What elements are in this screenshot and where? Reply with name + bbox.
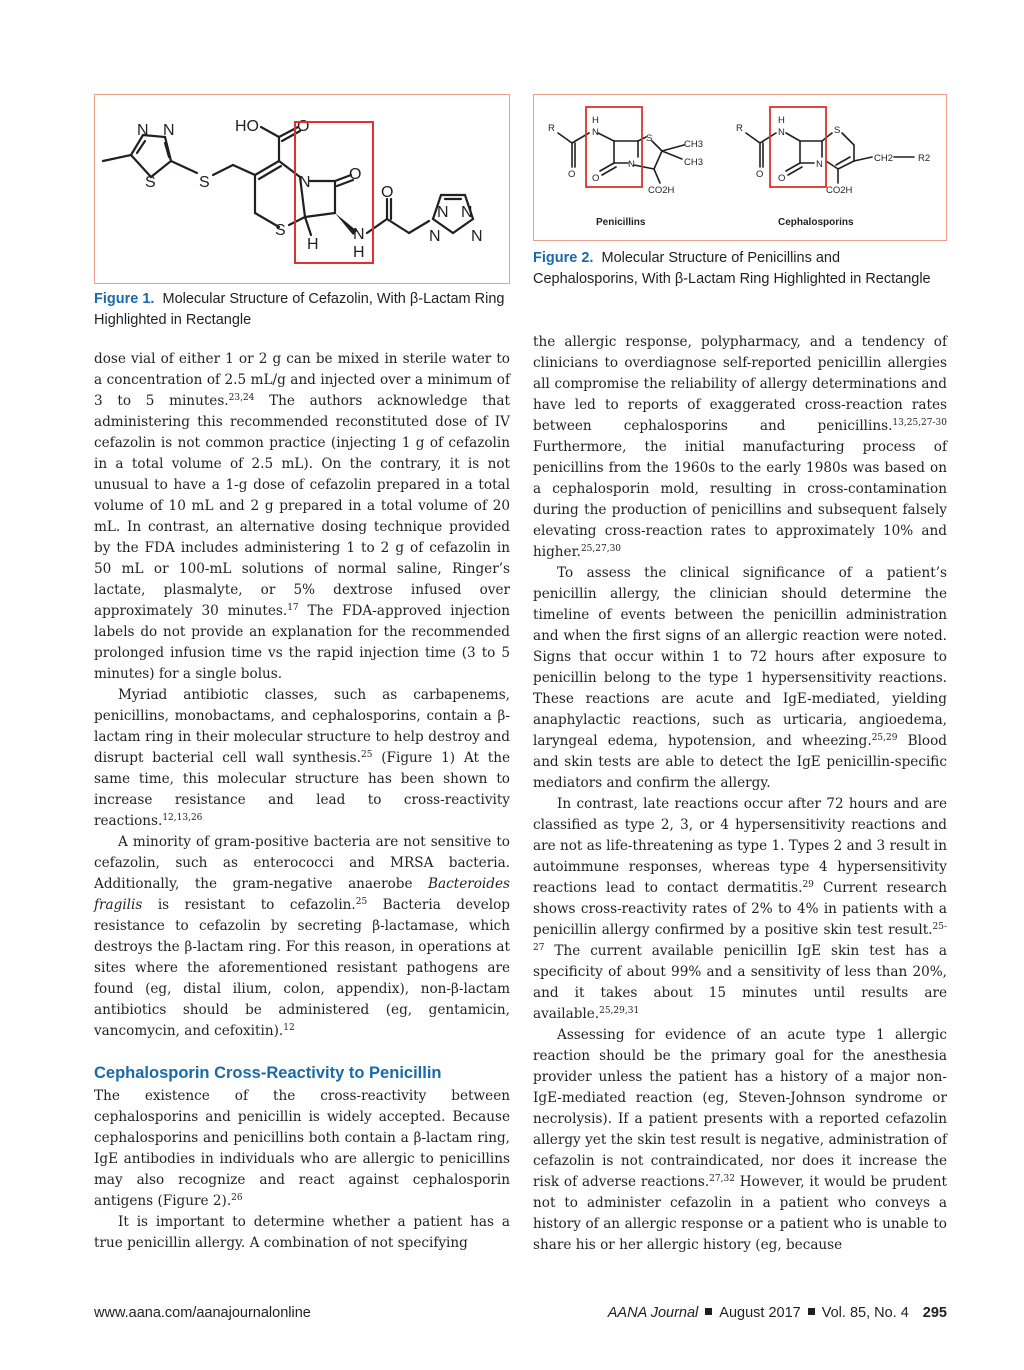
fig2-pen-n2: N xyxy=(628,159,635,170)
fig1-atom-o2: O xyxy=(349,166,362,183)
fig2-ceph-r2: R2 xyxy=(918,153,931,164)
fig2-pen-ch3a: CH3 xyxy=(684,139,704,150)
fig2-ceph-o2: O xyxy=(778,173,786,184)
figure-2-box xyxy=(533,94,947,241)
fig2-ceph-h: H xyxy=(778,115,785,126)
fig2-ceph-n2: N xyxy=(816,159,823,170)
page-number: 295 xyxy=(922,1305,947,1321)
right-column xyxy=(533,332,947,1256)
figure-1-box xyxy=(94,94,510,284)
fig2-pen-ch3b: CH3 xyxy=(684,157,704,168)
footer-url[interactable]: www.aana.com/aanajournalonline xyxy=(94,1305,311,1321)
footer-separator xyxy=(705,1308,712,1315)
fig1-atom-n6: N xyxy=(461,204,473,221)
fig1-atom-s1: S xyxy=(145,174,156,191)
fig1-atom-h: H xyxy=(307,236,319,253)
fig1-atom-n4: N xyxy=(429,228,441,245)
penicillin-cephalosporin-structures xyxy=(534,95,946,240)
fig1-atom-n7: N xyxy=(471,228,483,245)
left-paragraph-5: It is important to determine whether a patient has a true penicillin allergy. A combination of not specifying xyxy=(94,1214,510,1251)
cefazolin-structure xyxy=(95,95,509,283)
figure-1-caption xyxy=(94,289,510,331)
left-paragraph-3: A minority of gram-positive bacteria are not sensitive to cefazolin, such as enterococci and MRSA bacteria. Additionally, the gram-negative anaerobe Bacteroides fragilis is resistant to cefazolin.$^{25}$ Bacteria develop resistance to cefazolin by secreting β-lactamase, which destroys the β-lactam ring. For this reason, in operations at sites where the aforementioned resistant pathogens are found (eg, distal ilium, colon, appendix), non-β-lactam antibiotics should be administered (eg, gentamicin, vancomycin, and cefoxitin).$^{12}$ xyxy=(94,834,511,1039)
fig1-atom-n5: N xyxy=(437,204,449,221)
fig1-atom-n3: N xyxy=(299,174,311,191)
figure-1-label: Figure 1. xyxy=(94,291,155,307)
fig2-pen-o2: O xyxy=(592,173,600,184)
figure-2-caption-text: Molecular Structure of Penicillins and Cephalosporins, With β-Lactam Ring Highlighted in Rectangle xyxy=(533,250,931,287)
fig2-ceph-r: R xyxy=(736,123,743,134)
fig2-ceph-co2h: CO2H xyxy=(826,185,853,196)
fig1-atom-nh-n: N xyxy=(353,226,365,243)
fig2-cephalosporins-label: Cephalosporins xyxy=(778,217,854,228)
left-paragraph-4: The existence of the cross-reactivity between cephalosporins and penicillin is widely accepted. Because cephalosporins and penicillins both contain a β-lactam ring, IgE antibodies in individuals who are allergic to penicillins may also recognize and react against cephalosporin antigens (Figure 2).$^{26}$ xyxy=(94,1088,510,1209)
fig1-atom-s3: S xyxy=(275,222,286,239)
right-paragraph-4: Assessing for evidence of an acute type 1 allergic reaction should be the primary goal for the anesthesia provider unless the patient has a history of a major non-IgE-mediated reaction (eg, Steven-Johnson syndrome or necrolysis). If a patient presents with a reported cefazolin allergy yet the skin test result is negative, administration of cefazolin is not contraindicated, nor does it increase the risk of adverse reactions.$^{27,32}$ However, it would be prudent not to administer cefazolin in a patient who conveys a history of an allergic response or a patient who is unable to share his or her allergic history (eg, because xyxy=(533,1027,947,1253)
fig1-atom-s2: S xyxy=(199,174,210,191)
fig2-penicillins-label: Penicillins xyxy=(596,217,646,228)
left-paragraph-1: dose vial of either 1 or 2 g can be mixed in sterile water to a concentration of 2.5 mL/g and injected over a minimum of 3 to 5 minutes.$^{23,24}$ The authors acknowledge that administering this recommended reconstituted dose of IV cefazolin is not common practice (injecting 1 g of cefazolin in a total volume of 2.5 mL). On the contrary, it is not unusual to have a 1-g dose of cefazolin prepared in a total volume of 10 mL and 2 g prepared in a total volume of 20 mL. In contrast, an alternative dosing technique provided by the FDA includes administering 1 to 2 g of cefazolin in 50 mL or 100-mL solutions of normal saline, Ringer’s lactate, plasmalyte, or 5% dextrose infused over approximately 30 minutes.$^{17}$ The FDA-approved injection labels do not provide an explanation for the recommended prolonged infusion time vs the rapid injection time (3 to 5 minutes) for a single bolus. xyxy=(94,351,510,682)
figure-2-caption xyxy=(533,248,947,290)
fig2-pen-h: H xyxy=(592,115,599,126)
fig1-atom-ho: HO xyxy=(235,118,259,135)
fig2-ceph-ch2: CH2 xyxy=(874,153,894,164)
right-paragraph-1: the allergic response, polypharmacy, and a tendency of clinicians to overdiagnose self-reported penicillin allergies all compromise the reliability of allergy determinations and have led to reports of exaggerated cross-reaction rates between cephalosporins and penicillins.$^{13,25,27-30}$ Furthermore, the initial manufacturing process of penicillins from the 1960s to the early 1980s was based on a cephalosporin mold, resulting in cross-contamination during the production of penicillins and subsequent falsely elevating cross-reaction rates to approximately 10% and higher.$^{25,27,30}$ xyxy=(533,334,947,560)
fig1-atom-nh-h: H xyxy=(353,244,365,261)
right-paragraph-3: In contrast, late reactions occur after 72 hours and are classified as type 2, 3, or 4 hypersensitivity reactions and are not as life-threatening as type 1. Types 2 and 3 result in autoimmune responses, whereas type 4 hypersensitivity reactions lead to contact dermatitis.$^{29}$ Current research shows cross-reactivity rates of 2% to 4% in patients with a penicillin allergy confirmed by a positive skin test result.$^{25-27}$ The current available penicillin IgE skin test has a specificity of about 99% and a sensitivity of less than 20%, and it takes about 15 minutes until results are available.$^{25,29,31}$ xyxy=(533,796,947,1022)
fig1-atom-n1: N xyxy=(137,122,149,139)
figure-1-caption-text: Molecular Structure of Cefazolin, With β-Lactam Ring Highlighted in Rectangle xyxy=(94,291,505,328)
fig2-ceph-s: S xyxy=(834,125,841,136)
fig2-pen-r: R xyxy=(548,123,555,134)
footer-citation xyxy=(608,1305,947,1321)
fig2-pen-co2h: CO2H xyxy=(648,185,675,196)
fig2-ceph-n: N xyxy=(778,127,785,138)
footer-volume: Vol. 85, No. 4 xyxy=(821,1305,909,1321)
fig2-pen-o1: O xyxy=(568,169,576,180)
fig2-pen-s: S xyxy=(646,133,653,144)
fig1-atom-n2: N xyxy=(163,122,175,139)
fig1-atom-o: O xyxy=(297,118,310,135)
footer-separator xyxy=(808,1308,815,1315)
fig2-pen-n: N xyxy=(592,127,599,138)
figure-2-label: Figure 2. xyxy=(533,250,594,266)
section-heading: Cephalosporin Cross-Reactivity to Penicillin xyxy=(94,1064,442,1082)
left-column xyxy=(94,349,510,1254)
footer-journal: AANA Journal xyxy=(607,1305,699,1321)
right-paragraph-2: To assess the clinical significance of a patient’s penicillin allergy, the clinician should determine the timeline of events between the penicillin administration and when the first signs of an allergic reaction were noted. Signs that occur within 1 to 72 hours after exposure to penicillin belong to the type 1 hypersensitivity reactions. These reactions are acute and IgE-mediated, yielding anaphylactic reactions, such as urticaria, angioedema, laryngeal edema, hypotension, and wheezing.$^{25,29}$ Blood and skin tests are able to detect the IgE penicillin-specific mediators and confirm the allergy. xyxy=(533,565,947,791)
footer-date: August 2017 xyxy=(719,1305,801,1321)
fig2-ceph-o1: O xyxy=(756,169,764,180)
left-paragraph-2: Myriad antibiotic classes, such as carbapenems, penicillins, monobactams, and cephalosporins, contain a β-lactam ring in their molecular structure to help destroy and disrupt bacterial cell wall synthesis.$^{25}$ (Figure 1) At the same time, this molecular structure has been shown to increase resistance and lead to cross-reactivity reactions.$^{12,13,26}$ xyxy=(94,687,510,829)
fig1-atom-o3: O xyxy=(381,184,394,201)
